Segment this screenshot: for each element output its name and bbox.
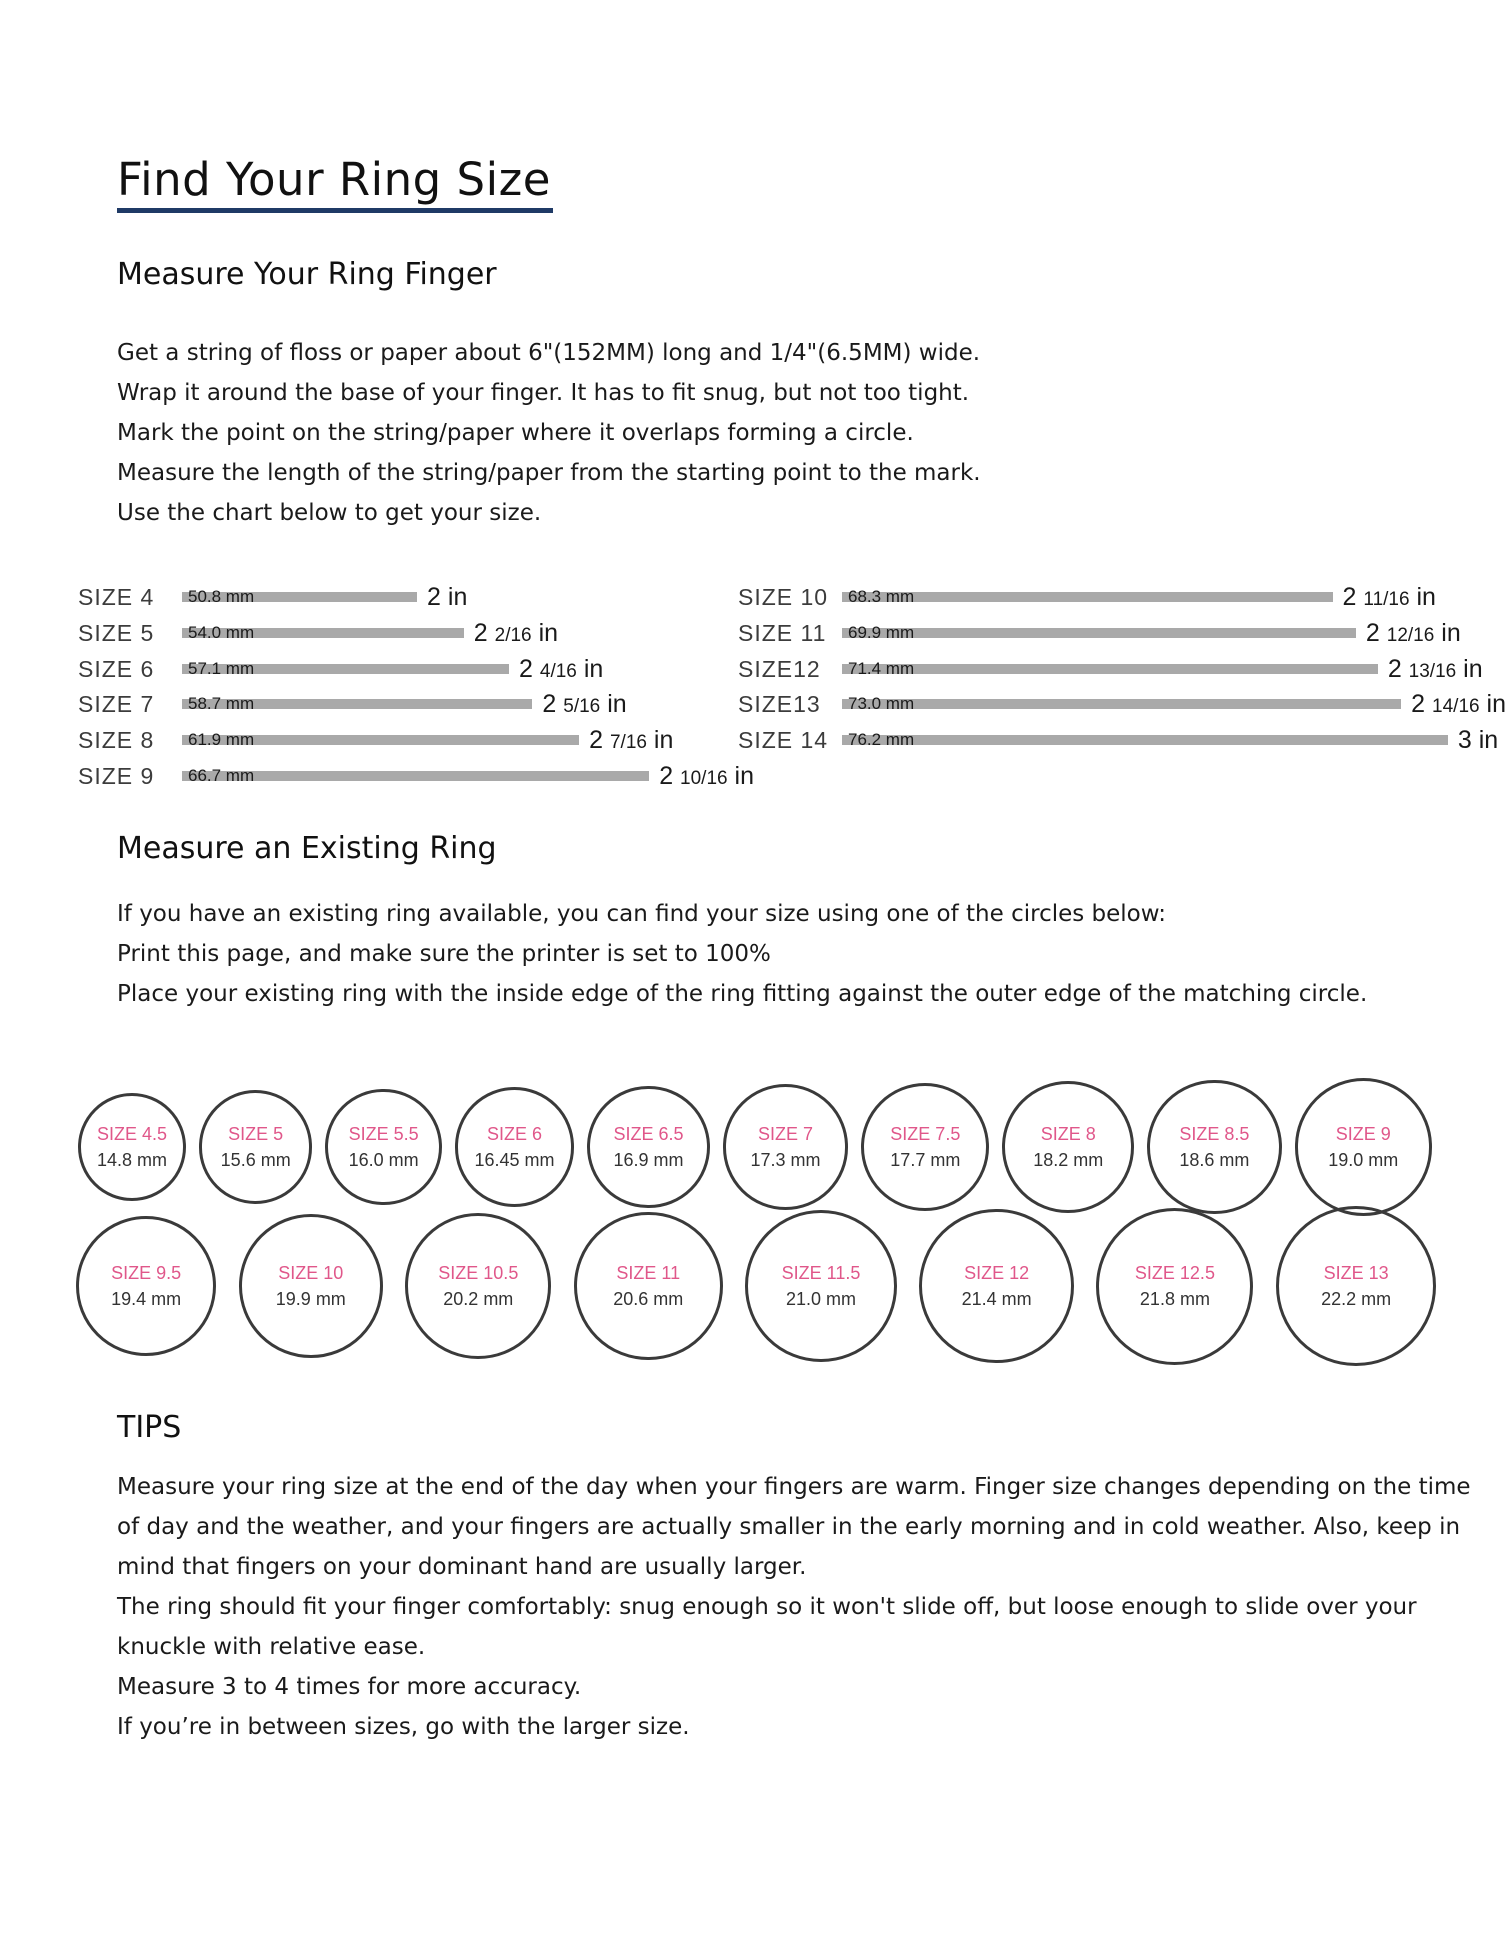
title-underline bbox=[117, 208, 553, 213]
inch-unit: in bbox=[1478, 726, 1499, 755]
size-length-bar bbox=[842, 735, 1448, 745]
inch-whole: 2 bbox=[1365, 618, 1380, 647]
ring-mm-label: 21.0 mm bbox=[786, 1288, 857, 1309]
tip-paragraph: If you’re in between sizes, go with the larger size. bbox=[117, 1714, 690, 1740]
ring-circle bbox=[861, 1083, 989, 1211]
ring-mm-label: 19.9 mm bbox=[275, 1288, 346, 1309]
ring-mm-label: 21.4 mm bbox=[961, 1288, 1032, 1309]
inch-whole: 2 bbox=[427, 583, 441, 611]
ring-mm-label: 18.2 mm bbox=[1033, 1149, 1104, 1170]
size-inch-value bbox=[427, 580, 467, 614]
ring-size-label: SIZE 5.5 bbox=[348, 1123, 419, 1144]
inch-unit: in bbox=[1416, 583, 1436, 611]
ring-mm-label: 20.6 mm bbox=[613, 1288, 684, 1309]
size-mm-value: 58.7 mm bbox=[188, 694, 255, 714]
ring-mm-label: 14.8 mm bbox=[96, 1150, 168, 1170]
size-label: SIZE 10 bbox=[738, 584, 829, 610]
size-length-bar bbox=[842, 628, 1356, 638]
ring-circle bbox=[76, 1216, 216, 1356]
ring-circle bbox=[78, 1093, 186, 1201]
size-label: SIZE13 bbox=[738, 691, 821, 718]
size-row bbox=[738, 652, 1483, 686]
size-inch-value bbox=[1388, 652, 1483, 689]
inch-whole: 3 bbox=[1457, 726, 1472, 755]
page-title: Find Your Ring Size bbox=[117, 153, 551, 206]
ring-circle bbox=[745, 1210, 896, 1361]
size-mm-value: 71.4 mm bbox=[848, 658, 915, 678]
size-inch-value bbox=[519, 652, 603, 689]
inch-unit: in bbox=[1463, 654, 1483, 683]
ring-circle bbox=[574, 1212, 723, 1361]
size-label: SIZE 4 bbox=[78, 584, 155, 610]
size-label: SIZE 11 bbox=[738, 619, 827, 646]
inch-unit: in bbox=[653, 726, 674, 755]
ring-size-label: SIZE 8.5 bbox=[1179, 1123, 1250, 1144]
inch-unit: in bbox=[583, 654, 604, 683]
ring-size-label: SIZE 12.5 bbox=[1134, 1263, 1215, 1283]
inch-unit: in bbox=[1486, 690, 1506, 719]
inch-whole: 2 bbox=[1387, 654, 1402, 683]
ring-size-label: SIZE 6.5 bbox=[613, 1123, 684, 1144]
ring-circle bbox=[1096, 1208, 1253, 1365]
size-length-bar bbox=[842, 664, 1378, 674]
ring-mm-label: 19.0 mm bbox=[1328, 1149, 1399, 1170]
instruction-line: Get a string of floss or paper about 6"(152MM) long and 1/4"(6.5MM) wide. bbox=[117, 340, 981, 366]
inch-fraction: 11/16 bbox=[1363, 589, 1410, 610]
inch-fraction: 12/16 bbox=[1386, 624, 1435, 646]
ring-mm-label: 17.7 mm bbox=[890, 1149, 961, 1170]
instruction-line: Measure the length of the string/paper from the starting point to the mark. bbox=[117, 460, 981, 486]
size-mm-value: 69.9 mm bbox=[848, 622, 915, 642]
finger-instructions bbox=[117, 333, 981, 533]
instruction-line: Use the chart below to get your size. bbox=[117, 500, 542, 526]
ring-circle bbox=[723, 1084, 849, 1210]
size-label: SIZE 9 bbox=[78, 763, 155, 789]
ring-size-label: SIZE 10.5 bbox=[438, 1262, 519, 1283]
ring-mm-label: 16.9 mm bbox=[613, 1149, 684, 1170]
ring-circle bbox=[1295, 1078, 1432, 1215]
ring-size-label: SIZE 7.5 bbox=[890, 1123, 961, 1144]
size-mm-value: 66.7 mm bbox=[188, 766, 255, 785]
size-inch-value bbox=[1411, 687, 1506, 724]
size-label: SIZE 7 bbox=[78, 691, 155, 718]
inch-whole: 2 bbox=[519, 654, 533, 683]
size-length-bar bbox=[842, 592, 1333, 602]
section-heading-finger: Measure Your Ring Finger bbox=[117, 257, 497, 292]
instruction-line: If you have an existing ring available, you can find your size using one of the circles below: bbox=[117, 901, 1167, 927]
ring-circle bbox=[1147, 1080, 1282, 1215]
inch-whole: 2 bbox=[659, 762, 674, 790]
size-label: SIZE 5 bbox=[78, 619, 155, 646]
ring-mm-label: 20.2 mm bbox=[443, 1288, 514, 1309]
inch-fraction: 14/16 bbox=[1432, 696, 1480, 718]
size-inch-value bbox=[1366, 616, 1461, 653]
size-row bbox=[78, 652, 758, 686]
instruction-line: Mark the point on the string/paper where it overlaps forming a circle. bbox=[117, 420, 914, 446]
size-row bbox=[78, 616, 758, 650]
ring-mm-label: 18.6 mm bbox=[1179, 1149, 1250, 1170]
size-row bbox=[738, 580, 1436, 614]
ring-circle bbox=[919, 1209, 1073, 1363]
size-mm-value: 76.2 mm bbox=[848, 730, 915, 750]
size-label: SIZE 14 bbox=[738, 727, 829, 754]
instruction-line: Print this page, and make sure the printer is set to 100% bbox=[117, 941, 771, 967]
ring-circle bbox=[405, 1213, 551, 1359]
size-mm-value: 50.8 mm bbox=[188, 587, 255, 606]
inch-unit: in bbox=[447, 583, 468, 611]
ring-circle bbox=[455, 1087, 575, 1207]
inch-whole: 2 bbox=[1411, 690, 1426, 719]
ring-size-label: SIZE 12 bbox=[964, 1262, 1030, 1283]
size-inch-value bbox=[659, 759, 754, 796]
size-row bbox=[78, 723, 758, 757]
ring-circle bbox=[325, 1089, 441, 1205]
inch-unit: in bbox=[734, 762, 755, 790]
size-row bbox=[738, 687, 1506, 721]
ring-size-label: SIZE 13 bbox=[1323, 1262, 1389, 1283]
inch-whole: 2 bbox=[473, 618, 488, 647]
size-inch-value bbox=[474, 616, 558, 653]
size-label: SIZE12 bbox=[738, 655, 821, 682]
size-mm-value: 68.3 mm bbox=[848, 587, 915, 606]
ring-size-label: SIZE 9 bbox=[1335, 1123, 1391, 1144]
size-length-bar bbox=[842, 699, 1401, 709]
size-inch-value bbox=[589, 723, 673, 760]
inch-whole: 2 bbox=[1342, 583, 1357, 611]
ring-size-label: SIZE 8 bbox=[1040, 1123, 1096, 1144]
ring-size-label: SIZE 7 bbox=[758, 1124, 814, 1144]
inch-whole: 2 bbox=[589, 726, 604, 755]
inch-fraction: 7/16 bbox=[609, 732, 647, 754]
ring-mm-label: 16.0 mm bbox=[348, 1149, 419, 1170]
ring-size-label: SIZE 4.5 bbox=[96, 1124, 168, 1144]
ring-mm-label: 15.6 mm bbox=[220, 1149, 291, 1170]
ring-mm-label: 16.45 mm bbox=[474, 1149, 555, 1170]
ring-size-label: SIZE 5 bbox=[228, 1123, 284, 1144]
inch-unit: in bbox=[1441, 618, 1461, 647]
tips-heading: TIPS bbox=[117, 1410, 182, 1445]
tip-paragraph: The ring should fit your finger comfortably: snug enough so it won't slide off, but loose enough to slide over your knuckle with relative ease. bbox=[117, 1594, 1417, 1660]
instruction-line: Wrap it around the base of your finger. It has to fit snug, but not too tight. bbox=[117, 380, 970, 406]
size-row bbox=[78, 580, 758, 614]
ring-size-label: SIZE 9.5 bbox=[111, 1262, 182, 1283]
size-row bbox=[78, 687, 758, 721]
tip-paragraph: Measure 3 to 4 times for more accuracy. bbox=[117, 1674, 582, 1700]
size-row bbox=[78, 759, 758, 793]
ring-circle bbox=[239, 1214, 383, 1358]
size-mm-value: 73.0 mm bbox=[848, 694, 915, 714]
ring-circle bbox=[199, 1090, 313, 1204]
size-mm-value: 61.9 mm bbox=[188, 730, 255, 750]
size-row bbox=[738, 616, 1461, 650]
tip-paragraph: Measure your ring size at the end of the day when your fingers are warm. Finger size changes depending on the time of day and the weather, and your fingers are actually smaller in the early morning and in cold weather. Also, keep in mind that fingers on your dominant hand are usually larger. bbox=[117, 1474, 1471, 1580]
size-label: SIZE 8 bbox=[78, 727, 155, 754]
size-inch-value bbox=[1343, 580, 1436, 617]
ring-circle bbox=[587, 1086, 710, 1209]
ring-size-label: SIZE 11 bbox=[616, 1262, 681, 1283]
ring-size-label: SIZE 11.5 bbox=[781, 1262, 861, 1283]
ring-mm-label: 19.4 mm bbox=[111, 1288, 182, 1309]
inch-fraction: 10/16 bbox=[680, 768, 728, 789]
inch-unit: in bbox=[607, 690, 627, 719]
tips-text bbox=[117, 1467, 1487, 1747]
size-inch-value bbox=[542, 687, 626, 724]
instruction-line: Place your existing ring with the inside edge of the ring fitting against the outer edge of the matching circle. bbox=[117, 981, 1368, 1007]
ring-mm-label: 17.3 mm bbox=[750, 1150, 821, 1170]
ring-instructions bbox=[117, 894, 1367, 1014]
ring-circle bbox=[1276, 1206, 1436, 1366]
inch-fraction: 4/16 bbox=[539, 660, 577, 682]
size-inch-value bbox=[1458, 723, 1498, 757]
ring-circle bbox=[1002, 1081, 1134, 1213]
inch-whole: 2 bbox=[542, 690, 557, 719]
ring-size-label: SIZE 10 bbox=[278, 1262, 344, 1283]
section-heading-existing-ring: Measure an Existing Ring bbox=[117, 831, 497, 866]
ring-mm-label: 21.8 mm bbox=[1139, 1289, 1210, 1309]
ring-mm-label: 22.2 mm bbox=[1321, 1288, 1392, 1309]
inch-fraction: 2/16 bbox=[494, 624, 532, 646]
inch-unit: in bbox=[538, 618, 559, 647]
size-label: SIZE 6 bbox=[78, 655, 155, 682]
size-row bbox=[738, 723, 1499, 757]
size-mm-value: 54.0 mm bbox=[188, 622, 255, 642]
ring-size-label: SIZE 6 bbox=[486, 1123, 542, 1144]
inch-fraction: 5/16 bbox=[563, 696, 601, 718]
size-mm-value: 57.1 mm bbox=[188, 658, 255, 678]
inch-fraction: 13/16 bbox=[1408, 660, 1457, 682]
